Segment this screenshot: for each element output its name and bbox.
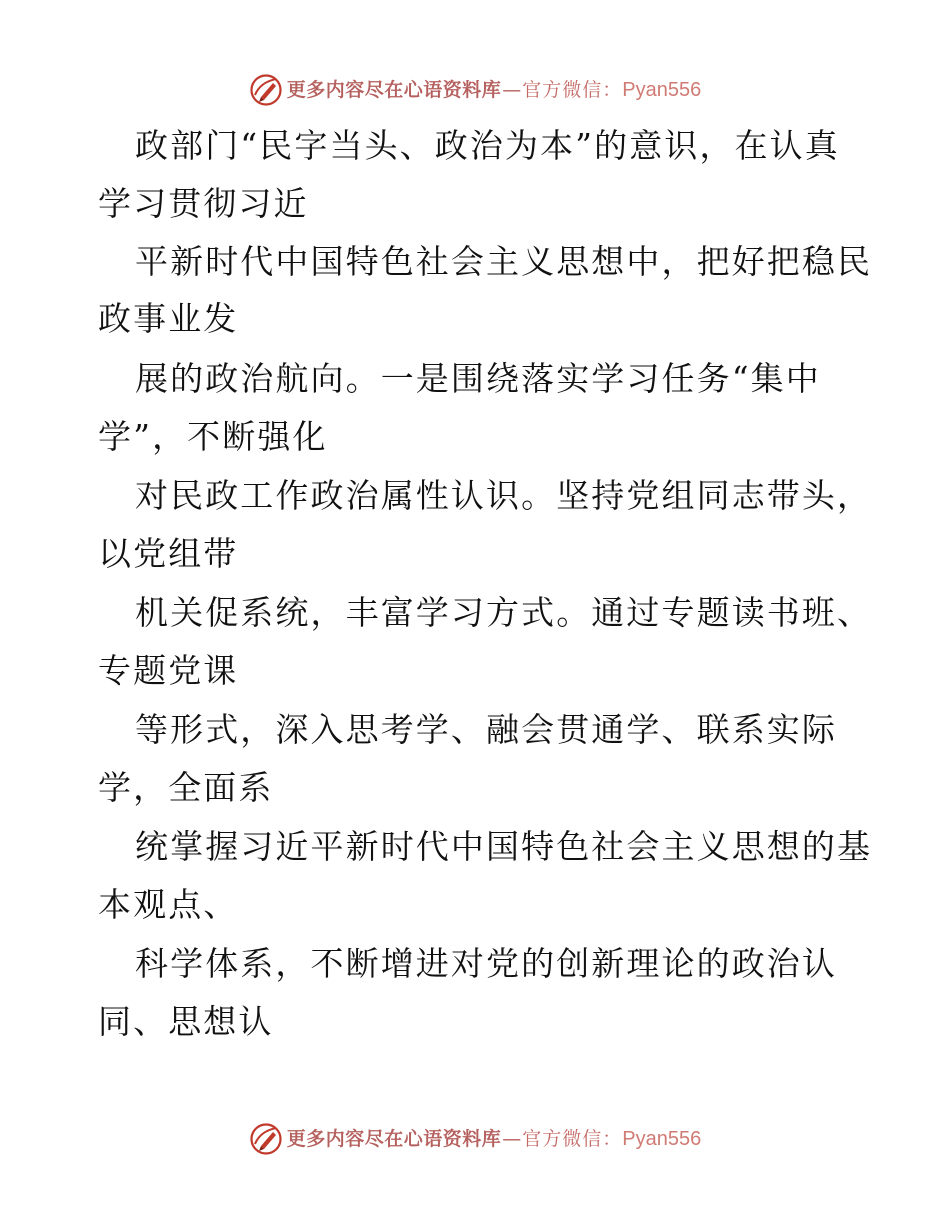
body-line-15: 科学体系，不断增进对党的创新理论的政治认 <box>135 944 837 983</box>
body-line-8: 以党组带 <box>98 534 239 573</box>
body-line-11: 等形式，深入思考学、融会贯通学、联系实际 <box>135 710 837 749</box>
header-banner <box>0 70 950 110</box>
header-brand: 更多内容尽在心语资料库 <box>286 78 502 101</box>
pen-circle-logo-icon <box>249 73 283 107</box>
body-line-7: 对民政工作政治属性认识。坚持党组同志带头， <box>135 476 873 515</box>
header-wechat-id: Pyan556 <box>622 79 702 101</box>
body-line-6: 学”，不断强化 <box>98 417 328 456</box>
body-line-9: 机关促系统，丰富学习方式。通过专题读书班、 <box>135 593 873 632</box>
body-line-3: 平新时代中国特色社会主义思想中，把好把稳民 <box>135 242 873 281</box>
body-line-16: 同、思想认 <box>98 1002 274 1041</box>
body-line-4: 政事业发 <box>98 299 239 338</box>
header-banner-text <box>287 80 702 100</box>
footer-banner-text <box>287 1129 702 1149</box>
header-dash: — <box>502 78 522 101</box>
body-line-1: 政部门“民字当头、政治为本”的意识，在认真 <box>135 126 840 165</box>
body-line-14: 本观点、 <box>98 885 239 924</box>
footer-wechat-label: 官方微信： <box>522 1127 623 1150</box>
footer-wechat-id: Pyan556 <box>622 1128 702 1150</box>
header-wechat-label: 官方微信： <box>522 78 623 101</box>
body-line-5: 展的政治航向。一是围绕落实学习任务“集中 <box>135 359 821 398</box>
body-line-13: 统掌握习近平新时代中国特色社会主义思想的基 <box>135 827 873 866</box>
footer-dash: — <box>502 1127 522 1150</box>
footer-banner <box>0 1119 950 1159</box>
document-body <box>0 122 950 1062</box>
body-line-10: 专题党课 <box>98 651 239 690</box>
footer-brand: 更多内容尽在心语资料库 <box>286 1127 502 1150</box>
body-line-12: 学，全面系 <box>98 768 274 807</box>
pen-circle-logo-icon <box>249 1122 283 1156</box>
body-line-2: 学习贯彻习近 <box>98 184 309 223</box>
